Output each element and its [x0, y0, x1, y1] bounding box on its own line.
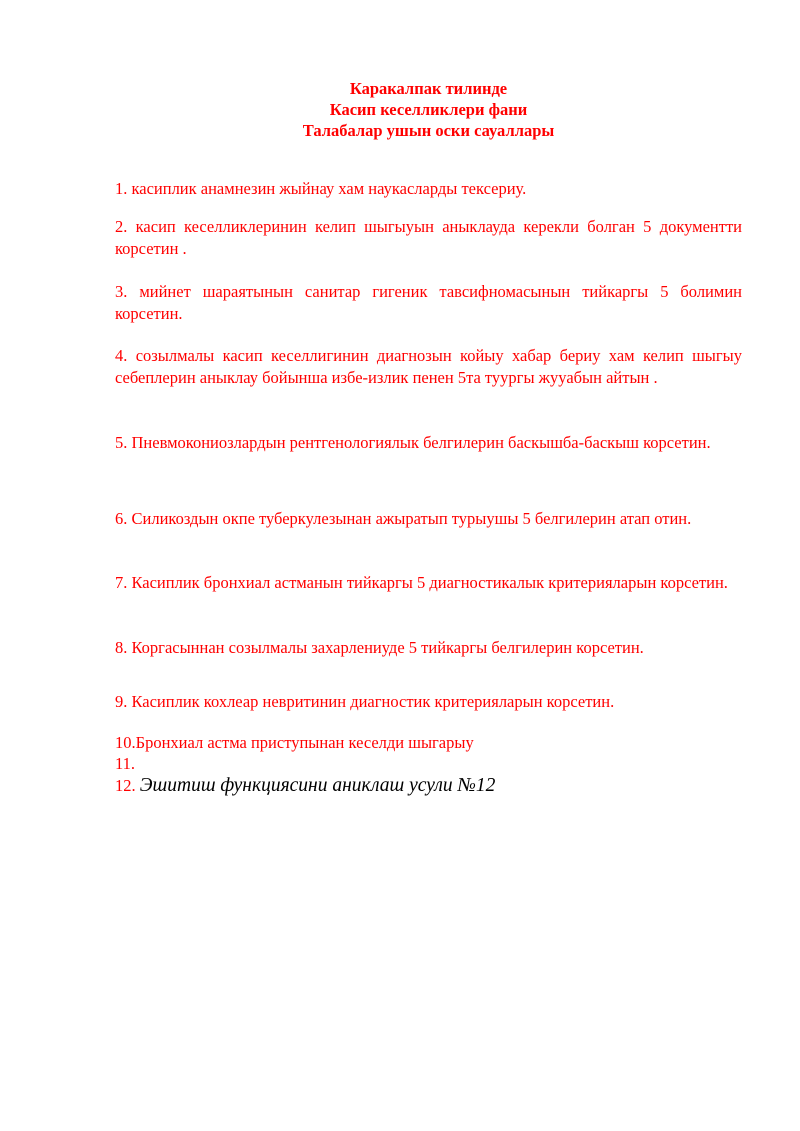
document-header	[115, 78, 742, 141]
header-title: Талабалар ушын оски сауаллары	[302, 121, 555, 140]
question-1: 1. касиплик анамнезин жыйнау хам наукасларды тексериу.	[115, 179, 527, 198]
question-4: 4. созылмалы касип кеселлигинин диагнозын койыу хабар бериу хам келип шыгыу себеплерин аныклау бойынша избе-излик пенен 5та туургы жууабын айтын .	[115, 346, 742, 387]
question-2: 2. касип кеселликлеринин келип шыгыуын аныклауда керекли болган 5 документти корсетин .	[115, 217, 742, 258]
question-11: 11.	[115, 754, 136, 773]
question-12-text: Эшитиш функциясини аниклаш усули №12	[139, 775, 496, 796]
question-7: 7. Касиплик бронхиал астманын тийкаргы 5 диагностикалык критерияларын корсетин.	[115, 573, 728, 592]
header-language: Каракалпак тилинде	[349, 79, 508, 98]
question-3: 3. мийнет шараятынын санитар гигеник тавсифномасынын тийкаргы 5 болимин корсетин.	[115, 282, 742, 323]
question-6: 6. Силикоздын окпе туберкулезынан ажыратып турыушы 5 белгилерин атап отин.	[115, 509, 692, 528]
header-subject: Касип кеселликлери фани	[329, 100, 528, 119]
question-8: 8. Коргасыннан созылмалы захарлениуде 5 тийкаргы белгилерин корсетин.	[115, 638, 644, 657]
question-9: 9. Касиплик кохлеар невритинин диагностик критерияларын корсетин.	[115, 692, 615, 711]
question-12-number: 12.	[115, 776, 140, 795]
question-10: 10.Бронхиал астма приступынан кеселди шыгарыу	[115, 733, 474, 752]
question-12	[115, 775, 742, 797]
question-5: 5. Пневмокониозлардын рентгенологиялык белгилерин баскышба-баскыш корсетин.	[115, 433, 711, 452]
